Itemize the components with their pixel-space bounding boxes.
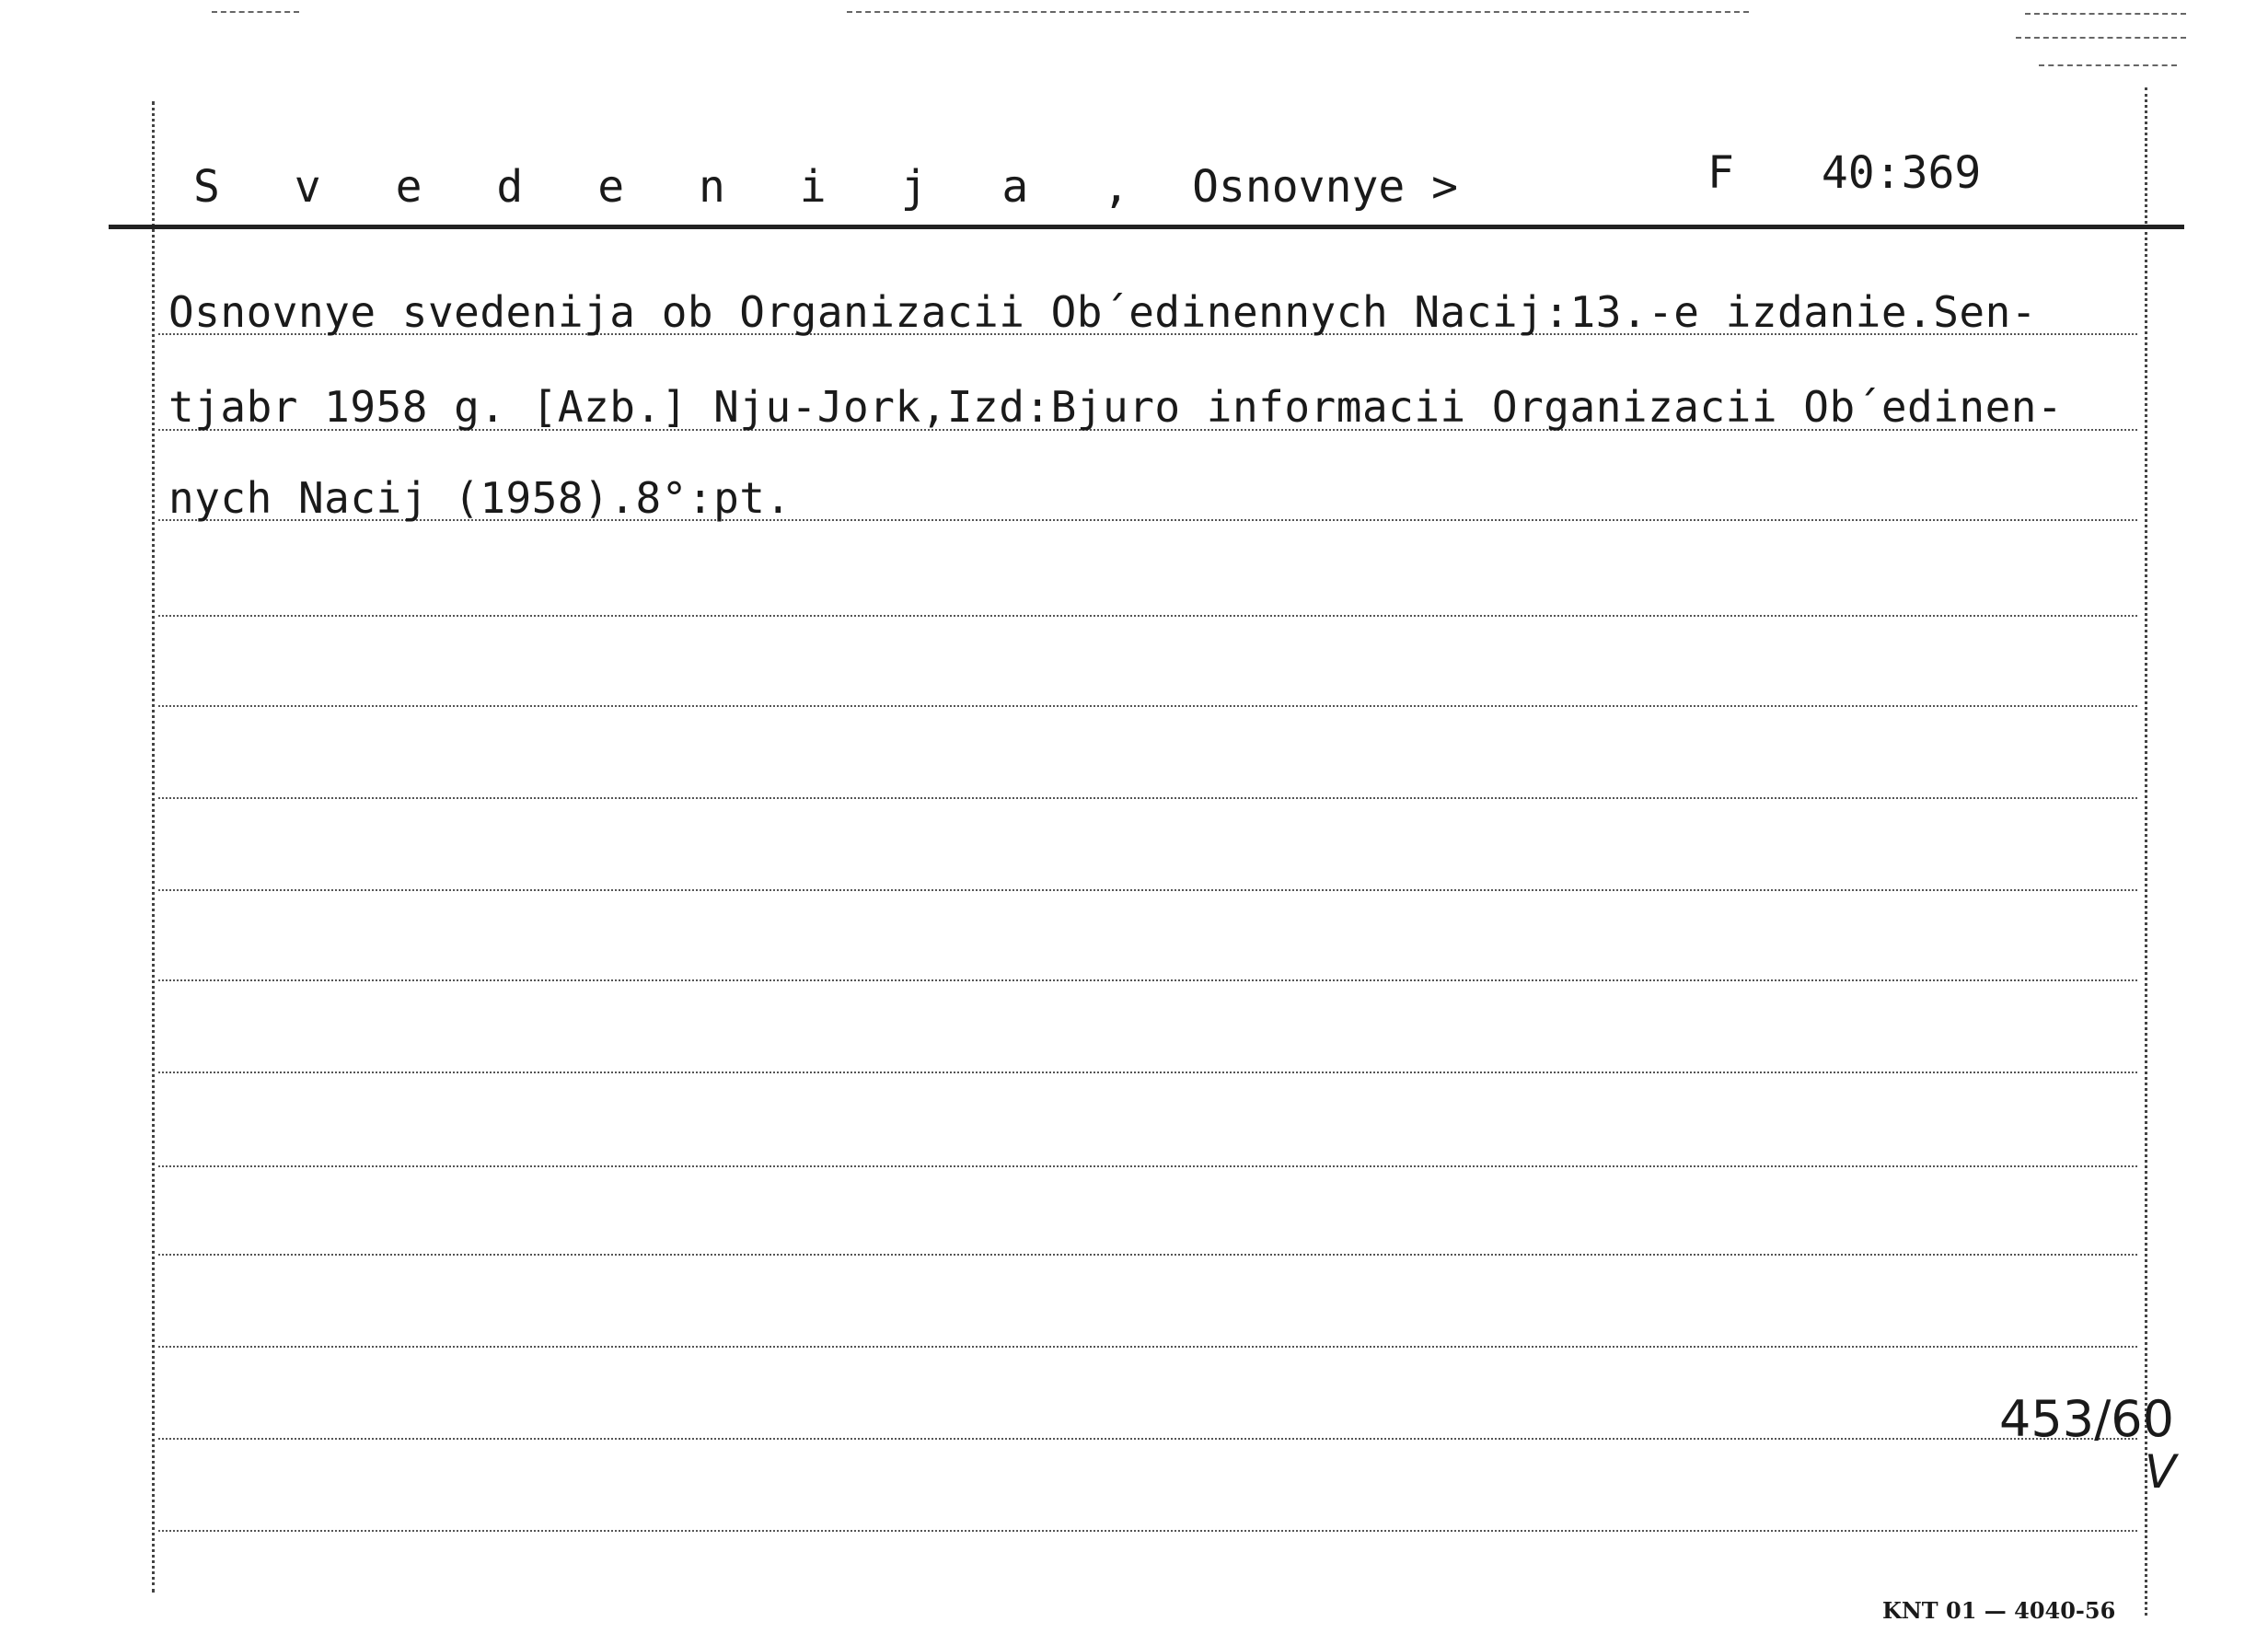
heading-rule: [109, 225, 2184, 229]
ruled-line: [158, 889, 2137, 891]
body-line-3: nych Nacij (1958).8°:pt.: [168, 473, 792, 523]
scan-artefact: [847, 11, 1749, 13]
check-mark: V: [2145, 1445, 2177, 1499]
ruled-line: [158, 705, 2137, 707]
ruled-line: [158, 797, 2137, 799]
right-margin-line: [2145, 87, 2147, 1616]
ruled-line: [158, 1530, 2137, 1532]
call-number-block: [1707, 147, 1981, 199]
card-heading: [193, 161, 1458, 213]
body-line-2: tjabr 1958 g. [Azb.] Nju-Jork,Izd:Bjuro informacii Organizacii Ob´edinen-: [168, 382, 2064, 432]
heading-rest: Osnovnye: [1192, 161, 1406, 213]
heading-main-word: S v e d e n i j a ,: [193, 161, 1154, 213]
form-code: KNT 01 — 4040-56: [1882, 1597, 2116, 1624]
scan-artefact: [2025, 13, 2186, 15]
accession-annotation: 453/60: [1999, 1390, 2174, 1448]
ruled-line: [158, 1438, 2137, 1440]
ruled-line: [158, 979, 2137, 981]
heading-mark: >: [1431, 161, 1459, 213]
ruled-line: [158, 1072, 2137, 1073]
left-margin-line: [152, 101, 155, 1593]
ruled-line: [158, 1165, 2137, 1167]
collection-letter: F: [1707, 147, 1734, 199]
call-number: 40:369: [1821, 147, 1982, 199]
ruled-line: [158, 615, 2137, 617]
scan-artefact: [2039, 64, 2177, 66]
scan-artefact: [2016, 37, 2186, 39]
scan-artefact: [212, 11, 299, 13]
ruled-line: [158, 1346, 2137, 1348]
body-line-1: Osnovnye svedenija ob Organizacii Ob´edinennych Nacij:13.-e izdanie.Sen-: [168, 287, 2037, 337]
ruled-line: [158, 1254, 2137, 1256]
